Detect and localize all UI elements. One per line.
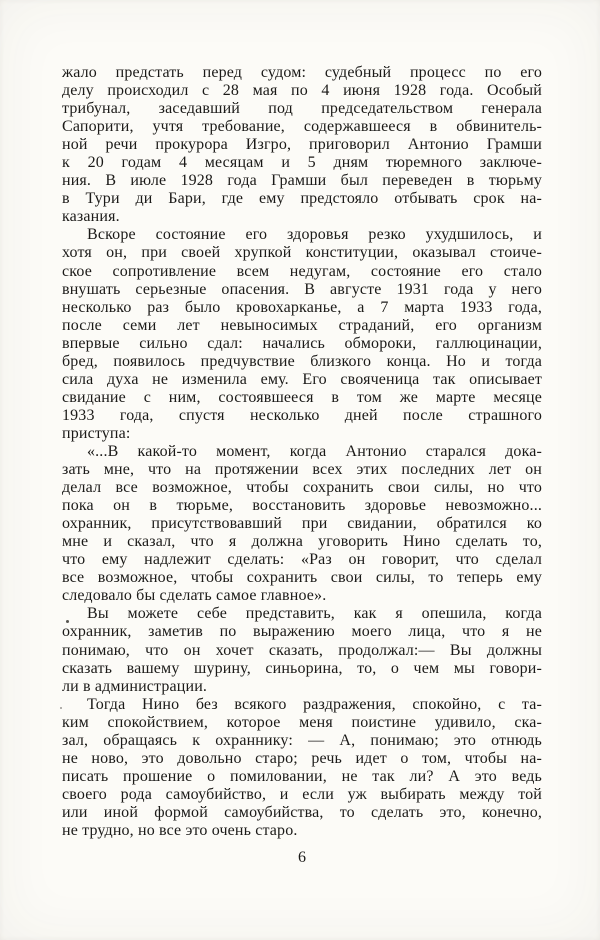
text-line: трибунал, заседавший под председательством генерала xyxy=(62,100,542,118)
page-number: 6 xyxy=(298,849,306,866)
scan-speck-icon xyxy=(60,707,62,709)
text-line: несколько раз было кровохарканье, а 7 марта 1933 года, xyxy=(62,298,542,316)
text-line: ское сопротивление всем недугам, состояние его стало xyxy=(62,262,542,280)
body-text xyxy=(62,64,542,840)
text-line: 1933 года, спустя несколько дней после страшного xyxy=(62,406,542,424)
text-line: охранник, присутствовавший при свидании, обратился ко xyxy=(62,515,542,533)
text-line: «...В какой-то момент, когда Антонио старался дока- xyxy=(87,442,542,460)
text-line: ной речи прокурора Изгро, приговорил Антонио Грамши xyxy=(62,136,542,154)
text-line: ли в администрации. xyxy=(62,677,208,695)
text-line: сказать вашему шурину, синьорина, то, о чем мы говори- xyxy=(62,659,542,677)
text-line: не трудно, но все это очень старо. xyxy=(62,821,298,839)
text-line: внушать серьезные опасения. В августе 1931 года у него xyxy=(62,280,542,298)
text-line: ким спокойствием, которое меня поистине удивило, ска- xyxy=(62,713,542,731)
text-line: жало предстать перед судом: судебный процесс по его xyxy=(62,64,542,81)
text-line: своего рода самоубийство, и если уж выбирать между той xyxy=(62,785,542,803)
text-line: делал все возможное, чтобы сохранить свои силы, но что xyxy=(62,479,542,497)
text-line: Вскоре состояние его здоровья резко ухудшилось, и xyxy=(87,226,542,244)
text-line: понимаю, что он хочет сказать, продолжал:— Вы должны xyxy=(62,641,542,659)
text-line: что ему надлежит сделать: «Раз он говорит, что сделал xyxy=(62,551,542,569)
text-line: все возможное, чтобы сохранить свои силы, то теперь ему xyxy=(62,569,542,587)
text-line: приступа: xyxy=(62,424,131,442)
text-line: сила духа не изменила ему. Его свояченица так описывает xyxy=(62,370,542,388)
text-line: мне и сказал, что я должна уговорить Нино сделать то, xyxy=(62,533,542,551)
text-line: к 20 годам 4 месяцам и 5 дням тюремного заключе- xyxy=(62,154,542,172)
text-line: бред, появилось предчувствие близкого конца. Но и тогда xyxy=(62,352,542,370)
text-line: впервые сильно сдал: начались обмороки, галлюцинации, xyxy=(62,334,542,352)
text-line: делу происходил с 28 мая по 4 июня 1928 года. Особый xyxy=(62,82,542,100)
text-line: казания. xyxy=(62,208,120,226)
text-line: Вы можете себе представить, как я опешила, когда xyxy=(87,605,542,623)
text-line: писать прошение о помиловании, не так ли? А это ведь xyxy=(62,767,542,785)
text-line: не ново, это довольно старо; речь идет о том, чтобы на- xyxy=(62,749,542,767)
text-line: следовало бы сделать самое главное». xyxy=(62,587,327,605)
text-line: Сапорити, учтя требование, содержавшееся в обвинитель- xyxy=(62,118,542,136)
text-line: в Тури ди Бари, где ему предстояло отбывать срок на- xyxy=(62,190,542,208)
text-line: хотя он, при своей хрупкой конституции, оказывал стоиче- xyxy=(62,244,542,262)
scan-speck-icon xyxy=(66,620,69,623)
text-line: пока он в тюрьме, восстановить здоровье невозможно... xyxy=(62,497,542,515)
text-line: зал, обращаясь к охраннику: — А, понимаю; это отнюдь xyxy=(62,731,542,749)
text-line: или иной формой самоубийства, то сделать это, конечно, xyxy=(62,803,542,821)
text-line: ния. В июле 1928 года Грамши был переведен в тюрьму xyxy=(62,172,542,190)
text-line: свидание с ним, состоявшееся в том же марте месяце xyxy=(62,388,542,406)
text-line: зать мне, что на протяжении всех этих последних лет он xyxy=(62,461,542,479)
text-line: Тогда Нино без всякого раздражения, спокойно, с та- xyxy=(87,695,542,713)
text-line: после семи лет невыносимых страданий, его организм xyxy=(62,316,542,334)
text-line: охранник, заметив по выражению моего лица, что я не xyxy=(62,623,542,641)
